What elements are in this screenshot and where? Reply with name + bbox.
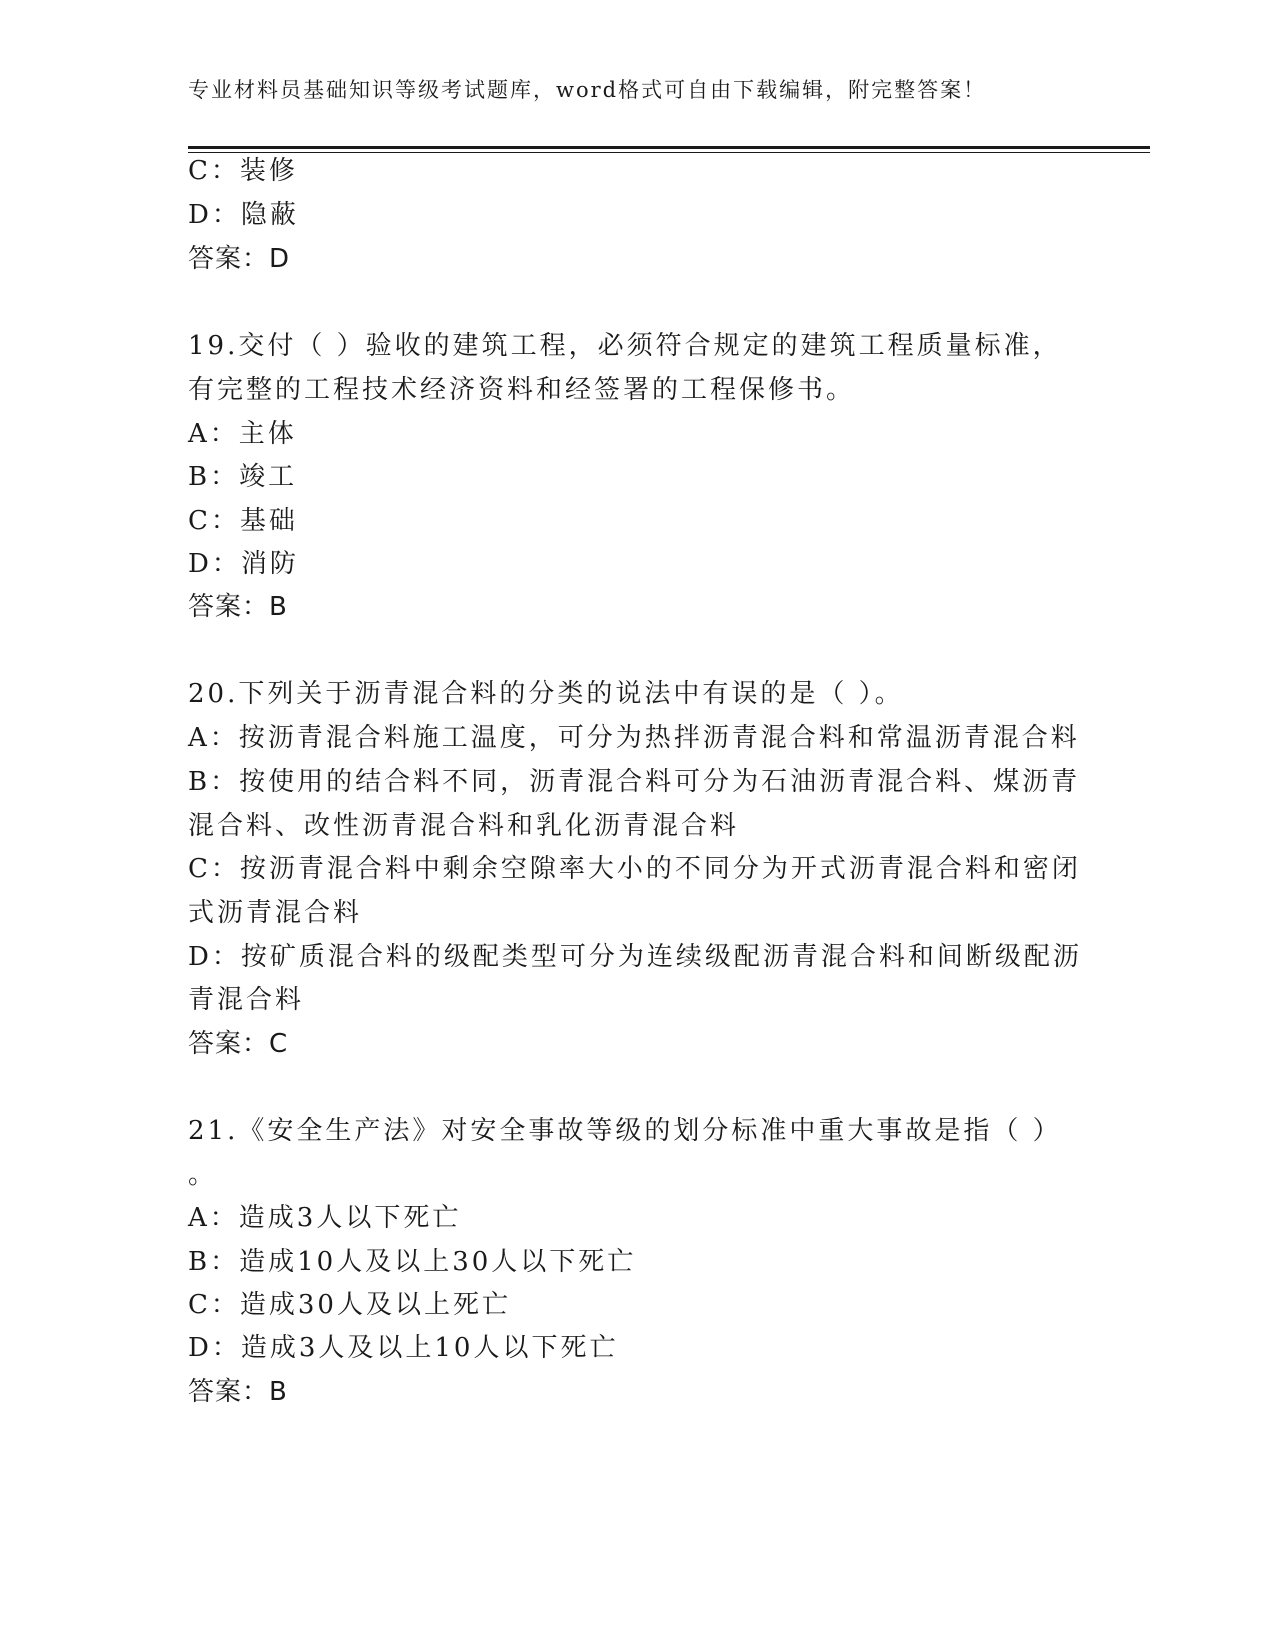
header-rule-thick	[188, 146, 1150, 149]
q20-stem-line-1: 20.下列关于沥青混合料的分类的说法中有误的是（ ）。	[188, 679, 904, 709]
page-header: 专业材料员基础知识等级考试题库，word格式可自由下载编辑，附完整答案！	[188, 78, 987, 102]
q19-answer: 答案：B	[188, 592, 288, 622]
q19-option-a: A：主体	[188, 419, 297, 449]
q21-option-a: A：造成3人以下死亡	[188, 1203, 462, 1233]
q20-option-d-line-2: 青混合料	[188, 985, 305, 1015]
q19-option-b: B：竣工	[188, 462, 298, 492]
q19-option-c: C：基础	[188, 506, 298, 536]
q20-answer: 答案：C	[188, 1029, 289, 1059]
q21-option-d: D：造成3人及以上10人以下死亡	[188, 1333, 619, 1363]
q19-stem-line-1: 19.交付（ ）验收的建筑工程，必须符合规定的建筑工程质量标准，	[188, 331, 1062, 361]
q21-option-b: B：造成10人及以上30人以下死亡	[188, 1247, 637, 1277]
q20-option-c-line-1: C：按沥青混合料中剩余空隙率大小的不同分为开式沥青混合料和密闭	[188, 854, 1081, 884]
prev-option-c: C：装修	[188, 156, 298, 186]
header-rule-thin	[188, 152, 1150, 153]
prev-option-d: D：隐蔽	[188, 200, 299, 230]
q21-answer: 答案：B	[188, 1377, 288, 1407]
q20-option-d-line-1: D：按矿质混合料的级配类型可分为连续级配沥青混合料和间断级配沥	[188, 942, 1082, 972]
q19-stem-line-2: 有完整的工程技术经济资料和经签署的工程保修书。	[188, 375, 856, 405]
q20-option-b-line-1: B：按使用的结合料不同，沥青混合料可分为石油沥青混合料、煤沥青	[188, 767, 1081, 797]
q20-option-c-line-2: 式沥青混合料	[188, 898, 363, 928]
q21-stem-line-1: 21.《安全生产法》对安全事故等级的划分标准中重大事故是指（ ）	[188, 1116, 1062, 1146]
q20-option-b-line-2: 混合料、改性沥青混合料和乳化沥青混合料	[188, 811, 740, 841]
q21-stem-line-2: 。	[188, 1160, 218, 1190]
q21-option-c: C：造成30人及以上死亡	[188, 1290, 511, 1320]
q19-option-d: D：消防	[188, 549, 299, 579]
q20-option-a: A：按沥青混合料施工温度，可分为热拌沥青混合料和常温沥青混合料	[188, 723, 1080, 753]
prev-answer: 答案：D	[188, 244, 291, 274]
